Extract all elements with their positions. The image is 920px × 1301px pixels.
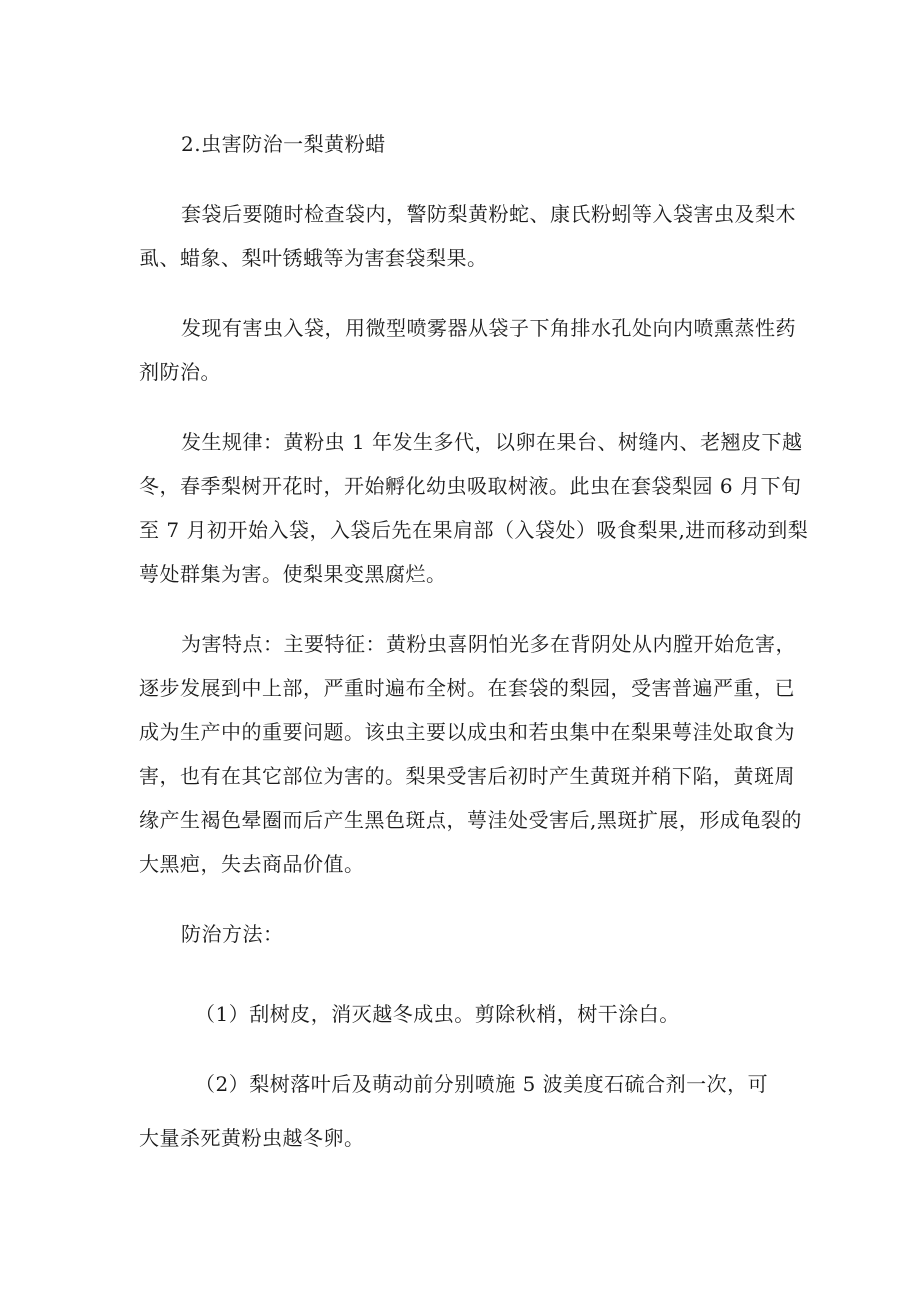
- section-heading: 2.虫害防治一梨黄粉蜡: [181, 132, 386, 156]
- paragraph-4-line-5: 缘产生褐色晕圈而后产生黑色斑点，萼洼处受害后,黑斑扩展，形成龟裂的: [139, 808, 802, 832]
- paragraph-4-line-3: 成为生产中的重要问题。该虫主要以成虫和若虫集中在梨果萼洼处取食为: [139, 720, 795, 744]
- paragraph-4-line-2: 逐步发展到中上部，严重时遍布全树。在套袋的梨园，受害普遍严重，已: [139, 676, 795, 700]
- paragraph-3-line-4: 萼处群集为害。使梨果变黑腐烂。: [139, 562, 447, 586]
- paragraph-2-line-1: 发现有害虫入袋，用微型喷雾器从袋子下角排水孔处向内喷熏蒸性药: [181, 316, 796, 340]
- paragraph-4-line-1: 为害特点：主要特征：黄粉虫喜阴怕光多在背阴处从内膛开始危害，: [181, 632, 796, 656]
- paragraph-1-line-1: 套袋后要随时检查袋内，警防梨黄粉蛇、康氏粉蚓等入袋害虫及梨木: [181, 202, 796, 226]
- paragraph-3-line-1: 发生规律：黄粉虫 1 年发生多代，以卵在果台、树缝内、老翘皮下越: [181, 430, 803, 454]
- paragraph-7-line-2: 大量杀死黄粉虫越冬卵。: [139, 1126, 365, 1150]
- paragraph-4-line-6: 大黑疤，失去商品价值。: [139, 852, 365, 876]
- paragraph-3-line-3: 至 7 月初开始入袋，入袋后先在果肩部（入袋处）吸食梨果,进而移动到梨: [139, 518, 809, 542]
- paragraph-2-line-2: 剂防治。: [139, 360, 221, 384]
- paragraph-1-line-2: 虱、蜡象、梨叶锈蛾等为害套袋梨果。: [139, 246, 488, 270]
- paragraph-6-line-1: （1）刮树皮，消灭越冬成虫。剪除秋梢，树干涂白。: [195, 1002, 680, 1026]
- paragraph-3-line-2: 冬，春季梨树开花时，开始孵化幼虫吸取树液。此虫在套袋梨园 6 月下旬: [139, 474, 802, 498]
- paragraph-5-line-1: 防治方法：: [181, 922, 284, 946]
- paragraph-4-line-4: 害，也有在其它部位为害的。梨果受害后初时产生黄斑并稍下陷，黄斑周: [139, 764, 795, 788]
- paragraph-7-line-1: （2）梨树落叶后及萌动前分别喷施 5 波美度石硫合剂一次，可: [195, 1072, 769, 1096]
